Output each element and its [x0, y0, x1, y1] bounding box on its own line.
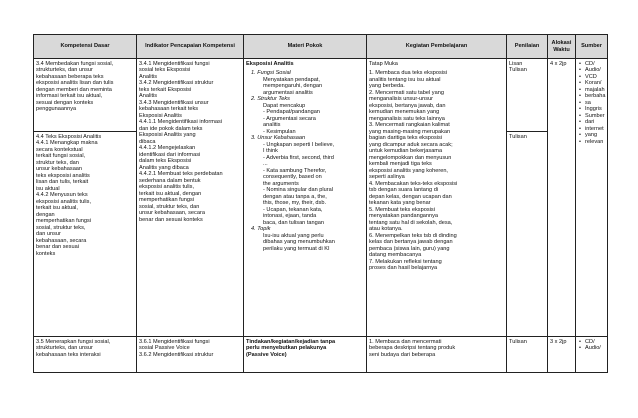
ipk-line: 3.6.2 Mengidentifikasi struktur [139, 351, 214, 358]
ipk-line: dan ide pokok dalam teks [139, 125, 203, 132]
ipk-line: Analitis [139, 73, 158, 80]
kd-line: terkait isu aktual, [36, 205, 78, 211]
kd-line: lisan dan tulis, terkait [36, 179, 89, 185]
ipk-line: 3.4.2 Mengidentifikasi struktur [139, 80, 214, 86]
sumber-item: • internet [585, 126, 605, 133]
sumber-item: • Sumber [585, 113, 605, 120]
kd-line: kebahasaan teks interaksi [36, 351, 101, 358]
kd-line: dengan [36, 211, 55, 218]
kd-line: kebahasaan beberapa teks [36, 73, 104, 80]
materi-line: consequently, based on [263, 174, 322, 180]
kd-line: eksposisi analitis lisan dan tulis [36, 80, 114, 86]
table-row [34, 337, 608, 373]
kegiatan-line: kelas dan bertanya jawab dengan [369, 239, 453, 245]
materi-line: analitis [263, 122, 281, 128]
kegiatan-line: mengelompokkan dan menyusun [369, 154, 452, 161]
header-kegiatan: Kegiatan Pembelajaran [367, 35, 507, 59]
materi-line: (Passive Voice) [246, 351, 287, 358]
sumber-item: • CD/ [585, 339, 605, 346]
penilaian-value: Tulisan [509, 133, 527, 140]
sumber-cell [576, 337, 608, 373]
sumber-item: • yang [585, 132, 605, 139]
sumber-item: • CD/ [585, 61, 605, 68]
ipk-line: terkait isu aktual, dengan [139, 190, 202, 197]
kegiatan-line: seni budaya dari beberapa [369, 351, 436, 358]
ipk-line: 4.4.2.1 Membuat teks perdebatan [139, 171, 223, 177]
kegiatan-line: beberapa deskripsi tentang produk [369, 345, 456, 351]
materi-line: argumentasi analitis [263, 89, 313, 96]
ipk-line: memperhatikan fungsi [139, 197, 195, 203]
kegiatan-line: atau kotanya. [369, 226, 403, 232]
ipk-line: dalam teks Eksposisi [139, 158, 192, 164]
kd-line: konteks [36, 250, 56, 257]
kegiatan-line: analitis tentang isu isu aktual [369, 76, 441, 83]
header-alokasi-waktu: Alokasi Waktu [548, 35, 576, 59]
kegiatan-cell [367, 337, 507, 373]
materi-cell [244, 59, 367, 337]
kegiatan-line: yang dicampur aduk secara acak; [369, 141, 453, 148]
kegiatan-line: tentang satu hal di sekolah, desa, [369, 219, 453, 226]
sumber-item: • Koran/ [585, 80, 605, 87]
materi-line: Tindakan/kegiatan/kejadian tanpa [246, 338, 336, 345]
sumber-item: • Audio/ [585, 345, 605, 352]
ipk-line: 3.4.1 Mengidentifikasi fungsi [139, 60, 210, 67]
materi-line: - Adverbia first, second, third [263, 154, 334, 161]
kd-line: sosial, struktur teks, [36, 224, 86, 231]
penilaian-cell-2 [507, 132, 548, 337]
header-kompetensi-dasar: Kompetensi Dasar [34, 35, 137, 59]
sumber-item: • sa [585, 100, 605, 107]
kegiatan-line: kembali menjadi tiga teks [369, 161, 432, 167]
kd-line: 4.4 Teks Eksposisi Analitis [36, 133, 102, 140]
ipk-cell [137, 337, 244, 373]
materi-line: dibahas yang menumbuhkan [263, 239, 335, 245]
alokasi-value: 4 x 2jp [550, 60, 567, 67]
materi-line: - Ungkapan seperti I believe, [263, 141, 335, 148]
kegiatan-line: menyatakan pandangannya [369, 213, 439, 219]
kegiatan-line: 1. Membaca dan mencermati [369, 338, 442, 345]
header-sumber: Sumber [576, 35, 608, 59]
sumber-item: • Inggris [585, 106, 605, 113]
kd-line: secara kontekstual [36, 146, 83, 153]
kegiatan-line: tsb dengan suara lantang di [369, 187, 439, 193]
ipk-line: 4.4.1.2 Mengejelaskan [139, 145, 196, 151]
kd-line: 4.4.1 Menangkap makna [36, 140, 98, 146]
materi-line: Isu-isu aktual yang perlu [263, 232, 324, 239]
ipk-line: identifikasi dari informasi [139, 151, 201, 158]
kd-line: 3.5 Menerapkan fungsi sosial, [36, 338, 111, 345]
kegiatan-cell [367, 59, 507, 337]
header-row [34, 35, 608, 59]
ipk-line: 3.6.1 Mengidentifikasi fungsi [139, 338, 210, 345]
kd-line: benar dan sesuai [36, 244, 79, 250]
ipk-line: sosial, struktur teks, dan [139, 203, 200, 210]
materi-cell [244, 337, 367, 373]
penilaian-cell [507, 337, 548, 373]
syllabus-table [33, 34, 608, 373]
sumber-item: • dari [585, 119, 605, 126]
sumber-item: • Audio/ [585, 67, 605, 74]
materi-line: 2. Struktur Teks [251, 96, 290, 102]
kd-line: strukturteks, dan unsur [36, 345, 93, 351]
kegiatan-line: menganalisis satu teks lainnya [369, 115, 445, 122]
kegiatan-line: kemudian menemukan yang [369, 109, 440, 115]
ipk-line: kebahasaan terkait teks [139, 106, 199, 112]
materi-line: - Argumentasi secara [263, 115, 316, 122]
materi-line: Dapat mencakup [263, 102, 306, 109]
sumber-item: • VCD [585, 74, 605, 81]
penilaian-cell [507, 59, 548, 132]
sumber-item: • relevan [585, 139, 605, 146]
ipk-line: sederhana dalam bentuk [139, 177, 201, 184]
kegiatan-line: 2. Mencermati satu tabel yang [369, 89, 444, 96]
kegiatan-line: yang berbeda. [369, 83, 405, 89]
ipk-line: benar dan sesuai konteks [139, 216, 203, 223]
ipk-line: Eksposisi Analitis [139, 112, 182, 119]
materi-line: - Kata sambung Therefor, [263, 167, 327, 174]
alokasi-value: 3 x 2jp [550, 338, 567, 345]
materi-line: this, those, my, their, dsb. [263, 200, 327, 206]
kegiatan-line: 4. Membacakan teks-teks eksposisi [369, 180, 458, 187]
kegiatan-line: depan kelas, dengan ucapan dan [369, 193, 452, 200]
materi-line: Menyatakan pendapat, [263, 76, 320, 83]
materi-line: 4. Topik [251, 226, 271, 232]
table-row [34, 59, 608, 132]
sumber-item: • majalah [585, 87, 605, 94]
header-indikator: Indikator Pencapaian Kompetensi [137, 35, 244, 59]
kd-line: strukturteks, dan unsur [36, 67, 93, 73]
kegiatan-line: eksposisi analitis yang koheren, [369, 167, 448, 174]
materi-line: 1. Fungsi Sosial [251, 70, 291, 76]
kd-line: kebahasaan, secara [36, 237, 87, 244]
kegiatan-title: Tatap Muka [369, 60, 398, 67]
kd-line: isu aktual [36, 185, 60, 192]
kd-cell [34, 59, 137, 132]
ipk-line: 4.4.1.1 Mengidentifikasi informasi [139, 119, 223, 125]
materi-line: 3. Unsur Kebahasaan [251, 135, 306, 141]
kd-line: dengan memberi dan meminta [36, 86, 112, 93]
kd-line: terkait fungsi sosial, [36, 153, 86, 159]
materi-line: mempengaruhi, dengan [263, 83, 323, 89]
materi-line: intonasi, ejaan, tanda [263, 213, 317, 219]
materi-line: I think [263, 148, 278, 154]
materi-title: Eksposisi Analitis [246, 60, 294, 67]
penilaian-line: Lisan [509, 60, 523, 67]
ipk-line: Eksposisi Analitis yang [139, 132, 196, 138]
kegiatan-line: bagian daritiga teks eksposisi [369, 135, 443, 141]
kd-line: penggunaannya [36, 106, 77, 112]
ipk-line: Analitis yang dibaca [139, 164, 189, 171]
kegiatan-line: yang masing-masing merupakan [369, 128, 451, 135]
kegiatan-line: 5. Membuat teks eksposisi [369, 206, 435, 213]
kegiatan-line: 3. Mencermati rangkaian kalimat [369, 122, 450, 128]
kd-line: sesuai dengan konteks [36, 99, 94, 106]
kegiatan-line: menganalisis unsur-unsur [369, 96, 434, 102]
kegiatan-line: 1. Membaca dua teks eksposisi [369, 70, 448, 76]
ipk-line: sosial Passive Voice [139, 345, 190, 351]
kd-line: 3.4 Membedakan fungsi sosial, [36, 60, 114, 67]
kd-line: struktur teks, dan [36, 159, 79, 166]
kegiatan-line: untuk kemudian bekerjasama [369, 148, 443, 154]
header-penilaian: Penilaian [507, 35, 548, 59]
penilaian-value: Tulisan [509, 338, 527, 345]
kegiatan-line: pembaca (siswa lain, guru) yang [369, 245, 450, 252]
sumber-cell [576, 59, 608, 337]
kegiatan-line: seperti aslinya [369, 174, 405, 180]
kd-line: 4.4.2 Menyusun teks [36, 192, 88, 198]
kegiatan-line: tekanan kata yang benar [369, 200, 431, 206]
materi-line: - Ucapan, tekanan kata, [263, 206, 323, 213]
materi-line: baca, dan tulisan tangan [263, 219, 324, 226]
sumber-item: • berbaha [585, 93, 605, 100]
kegiatan-line: 7. Melakukan refleksi tentang [369, 258, 442, 265]
materi-line: dengan atau tanpa a, the, [263, 193, 327, 200]
header-materi-pokok: Materi Pokok [244, 35, 367, 59]
materi-line: the arguments [263, 180, 299, 187]
materi-line: ... [263, 161, 268, 167]
kd-line: dan unsur [36, 231, 61, 237]
kegiatan-line: proses dan hasil belajarnya [369, 265, 438, 271]
sumber-list [578, 339, 605, 352]
kd-line: unsur kebahasaan [36, 166, 83, 172]
kd-line: informasi terkait isu aktual, [36, 93, 103, 99]
kd-line: memperhatikan fungsi [36, 218, 92, 224]
ipk-line: sosial teks Eksposisi [139, 67, 191, 73]
alokasi-cell [548, 59, 576, 337]
materi-line: - Kesimpulan [263, 128, 296, 135]
alokasi-cell [548, 337, 576, 373]
sumber-list [578, 61, 605, 146]
materi-line: - Nomina singular dan plural [263, 187, 333, 193]
kegiatan-line: datang membacanya [369, 252, 422, 258]
penilaian-line: Tulisan [509, 67, 527, 73]
kd-line: eksposisi analitis tulis, [36, 198, 92, 205]
materi-line: - Pendapat/pandangan [263, 109, 320, 115]
kd-line: teks eksposisi analitis [36, 172, 90, 179]
materi-line: perilaku yang termuat di KI [263, 245, 330, 252]
kd-cell-2 [34, 132, 137, 337]
ipk-line: Analitis [139, 93, 158, 99]
ipk-line: dibaca [139, 138, 156, 145]
ipk-line: eksposisi analitis tulis, [139, 184, 195, 190]
materi-line: perlu menyebutkan pelakunya [246, 345, 327, 351]
ipk-cell [137, 59, 244, 337]
ipk-line: teks terkait Eksposisi [139, 86, 192, 93]
kd-cell [34, 337, 137, 373]
ipk-line: unsur kebahasaan, secara [139, 210, 205, 216]
kegiatan-line: 6. Menempelkan teks tsb di dinding [369, 232, 457, 239]
kegiatan-line: eksposisi, bertanya jawab, dan [369, 102, 446, 109]
ipk-line: 3.4.3 Mengidentifikasi unsur [139, 99, 209, 106]
